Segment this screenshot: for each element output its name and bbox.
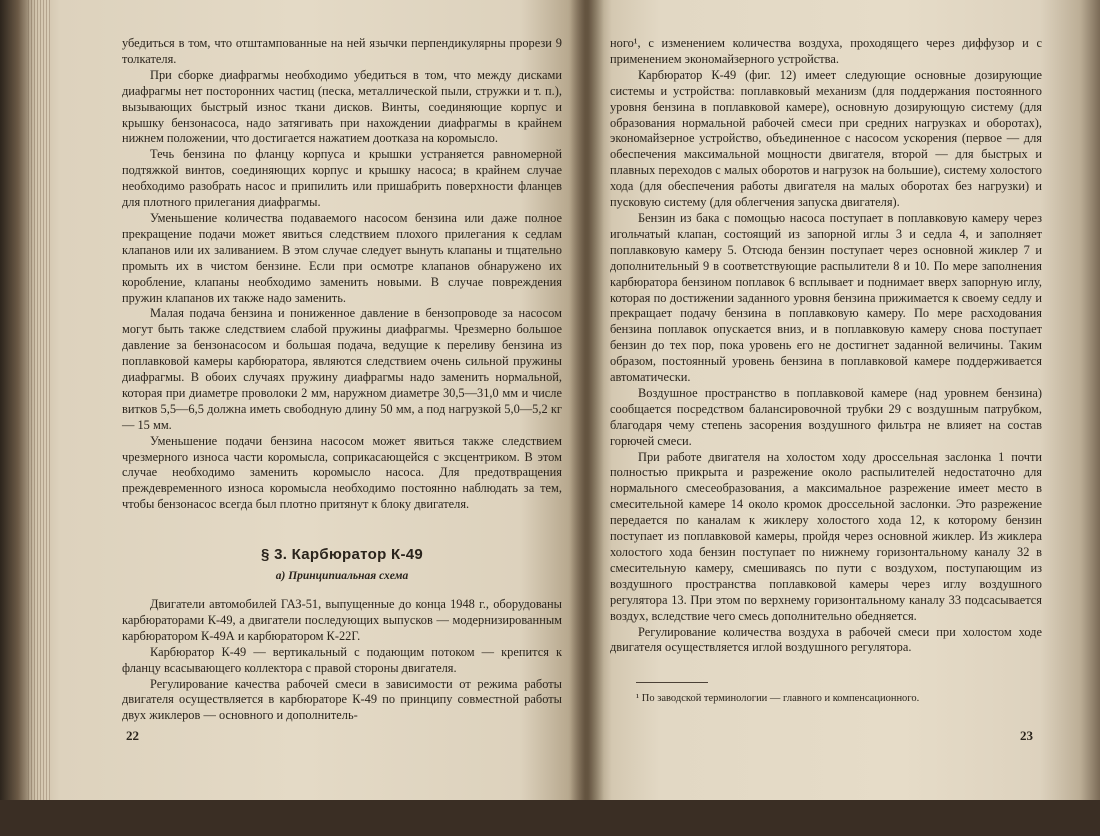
right-paragraph-6: Регулирование количества воздуха в рабочей смеси при холостом ходе двигателя осуществляется иглой воздушного регулятора. xyxy=(610,624,1042,655)
subsection-title: а) Принципиальная схема xyxy=(275,570,409,583)
right-paragraph-5: При работе двигателя на холостом ходу дроссельная заслонка 1 почти полностью прикрыта и разрежение около распылителей недостаточно для нормального смесеобразования, а максимальное разрежение имеет место в смесительной камере 14 около кромок дроссельной заслонки. Это разрежение передается по каналам к жиклеру холостого хода 12, к которому бензин поступает из поплавковой камеры, пройдя через основной жиклер. Из жиклера холостого хода бензин поступает по нижнему горизонтальному каналу 32 в смесительную камеру, смешиваясь по пути с воздухом, поступающим из воздушного пространства поплавковой камеры через иглу воздушного регулятора 13. При этом по верхнему горизонтальному каналу 33 подсасывается воздух, вследствие чего смесь дополнительно обедняется. xyxy=(610,449,1042,623)
left-page xyxy=(122,0,562,836)
left-paragraph-7: Двигатели автомобилей ГАЗ-51, выпущенные до конца 1948 г., оборудованы карбюраторами К-49, а двигатели последующих выпусков — модернизированным карбюратором К-49А и карбюратором К-22Г. xyxy=(122,597,562,643)
left-paragraph-1: убедиться в том, что отштампованные на ней язычки перпендикулярны прорези 9 толкателя. xyxy=(122,36,562,66)
left-paragraph-2: При сборке диафрагмы необходимо убедиться в том, что между дисками диафрагмы нет посторонних частиц (песка, металлической пыли, стружки и т. п.), вызывающих быстрый износ ткани дисков. Винты, соединяющие корпус и крышку бензонасоса, надо затягивать при нахождении диафрагмы в крайнем нижнем положении, что достигается нажатием доотказа на коромысло. xyxy=(122,67,562,146)
left-paragraph-6: Уменьшение подачи бензина насосом может явиться также следствием чрезмерного износа части коромысла, соприкасающейся с эксцентриком. В этом случае необходимо заменить коромысло насоса. Для предотвращения преждевременного износа коромысла необходимо постоянно наблюдать за тем, чтобы бензонасос всегда был плотно притянут к блоку двигателя. xyxy=(122,433,562,512)
section-title: § 3. Карбюратор К-49 xyxy=(260,546,424,564)
left-paragraph-3: Течь бензина по фланцу корпуса и крышки устраняется равномерной подтяжкой винтов, соединяющих корпус и крышку насоса; в крайнем случае необходимо разобрать насос и припилить или пришабрить поверхности фланцев для плотного прилегания диафрагмы. xyxy=(122,147,562,210)
book-gutter xyxy=(570,0,604,800)
page-stack-edge xyxy=(28,0,50,800)
right-paragraph-4: Воздушное пространство в поплавковой камере (над уровнем бензина) сообщается посредством балансировочной трубки 29 с воздушным патрубком, благодаря чему степень засорения воздушного фильтра не влияет на состав горючей смеси. xyxy=(610,385,1042,448)
right-paragraph-1: ного¹, с изменением количества воздуха, проходящего через диффузор и с применением экономайзерного устройства. xyxy=(610,36,1042,66)
left-paragraph-5: Малая подача бензина и пониженное давление в бензопроводе за насосом могут быть также следствием слабой пружины диафрагмы. Чрезмерно большое давление за бензонасосом и большая подача, ведущие к переливу бензина из поплавковой камеры карбюратора, являются следствием очень сильной пружины диафрагмы. В обоих случаях пружину диафрагмы надо заменить нормальной, которая при диаметре проволоки 2 мм, наружном диаметре 30,5—31,0 мм и числе витков 5,5—6,5 должна иметь свободную длину 50 мм, а под нагрузкой 5,0—5,2 кг — 15 мм. xyxy=(122,306,562,432)
left-paragraph-4: Уменьшение количества подаваемого насосом бензина или даже полное прекращение подачи может явиться следствием плохого прилегания к седлам клапанов или их заливанием. В этом случае следует вынуть клапаны и тщательно промыть их в чистом бензине. Если при осмотре клапанов обнаружено их коробление, клапаны необходимо заменить новыми. В случае повреждения пружин клапанов их также надо заменить. xyxy=(122,210,562,305)
footnote: ¹ По заводской терминологии — главного и компенсационного. xyxy=(636,693,920,705)
right-paragraph-3: Бензин из бака с помощью насоса поступает в поплавковую камеру через игольчатый клапан, состоящий из запорной иглы 3 и седла 4, и заполняет поплавковую камеру 5. Отсюда бензин поступает через основной жиклер 7 и дополнительный 9 в соответствующие распылители 8 и 10. По мере заполнения карбюратора бензином поплавок 6 всплывает и поднимает вверх запорную иглу, которая по достижении заданного уровня бензина прижимается к своему седлу и прекращает подачу бензина в поплавковую камеру. По мере расходования бензина поплавок опускается вниз, и в поплавковую камеру снова поступает бензин до тех пор, пока уровень его не достигнет заданной величины. Таким образом, постоянный уровень бензина в поплавковой камере поддерживается автоматически. xyxy=(610,210,1042,385)
right-page-number: 23 xyxy=(1020,728,1033,743)
right-paragraph-2: Карбюратор К-49 (фиг. 12) имеет следующие основные дозирующие системы и устройства: поплавковый механизм (для поддержания постоянного уровня бензина в поплавковой камере), основную дозирующую систему (для образования нормальной рабочей смеси при средних нагрузках и оборотах), экономайзерное устройство, объединенное с насосом ускорения (первое — для обеспечения максимальной мощности двигателя, второй — для быстрых и плавных переходов с малых оборотов и нагрузок на большие), систему холостого хода (для обеспечения работы двигателя на малых оборотах без нагрузки) и пусковую систему (для облегчения запуска двигателя). xyxy=(610,67,1042,210)
left-page-number: 22 xyxy=(126,728,139,743)
left-paragraph-8: Карбюратор К-49 — вертикальный с подающим потоком — крепится к фланцу всасывающего коллектора с правой стороны двигателя. xyxy=(122,644,562,675)
footnote-rule xyxy=(636,682,708,683)
right-page xyxy=(610,0,1042,836)
left-paragraph-9: Регулирование качества рабочей смеси в зависимости от режима работы двигателя осуществляется в карбюраторе К-49 по принципу совместной работы двух жиклеров — основного и дополнитель- xyxy=(122,676,562,723)
